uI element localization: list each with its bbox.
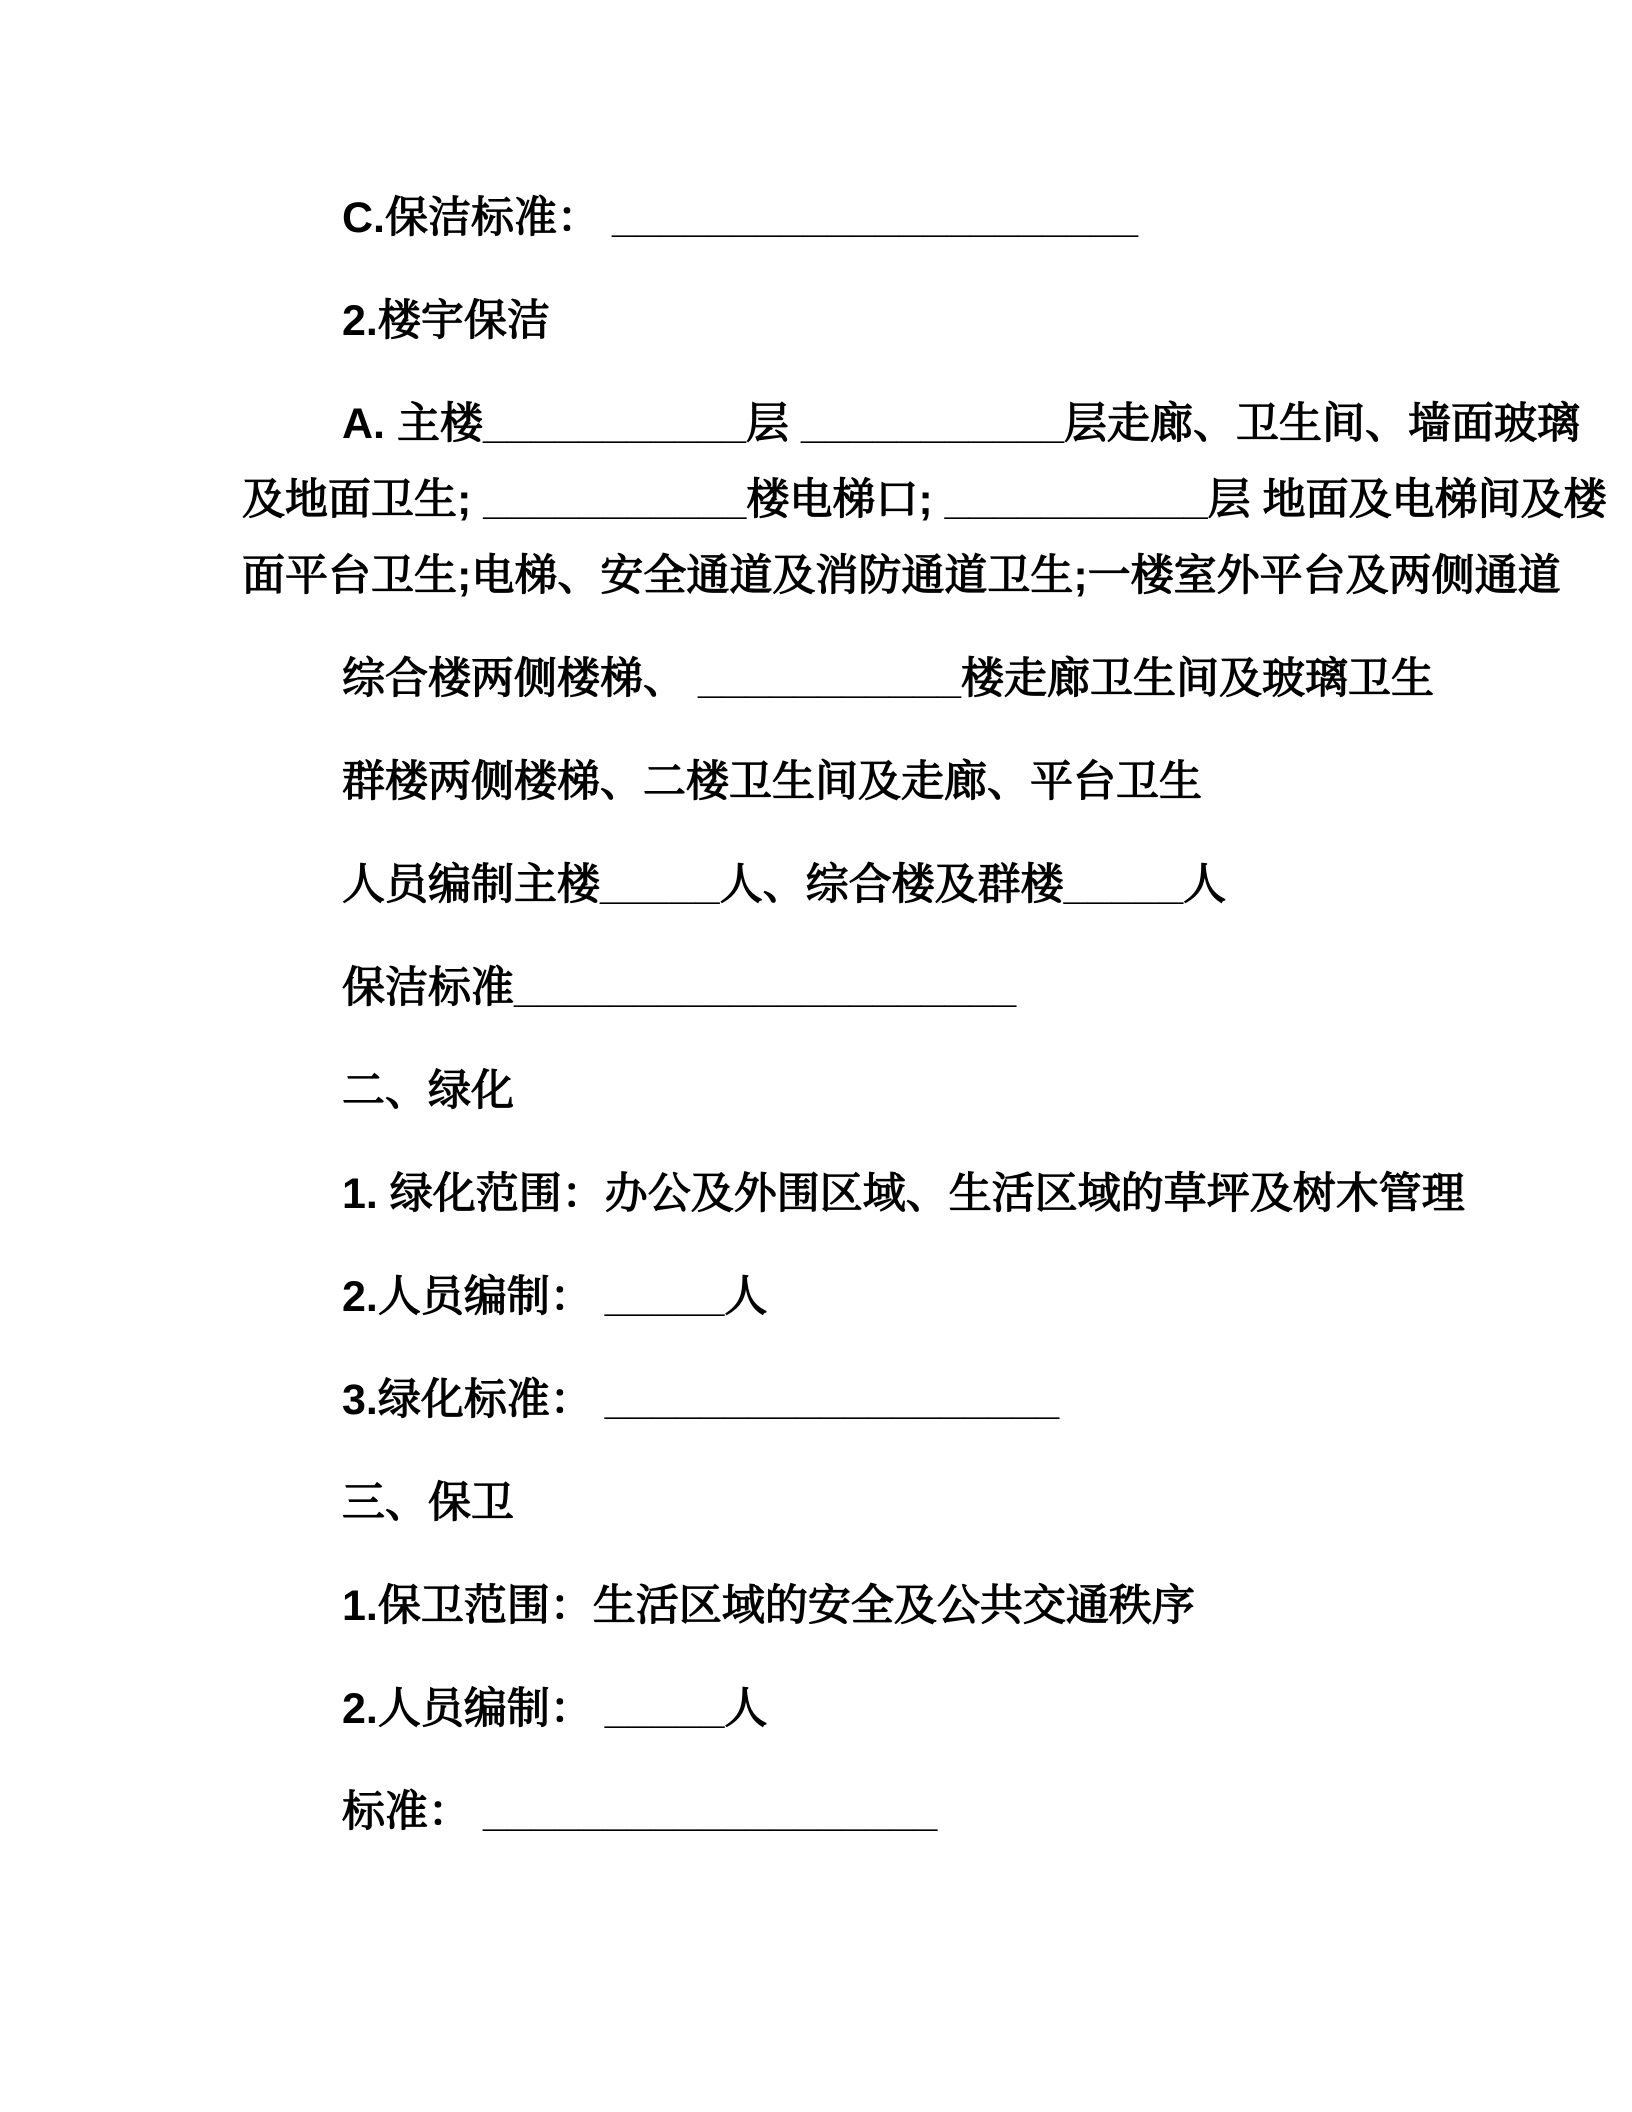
line-section-greening: 二、绿化 <box>342 1067 514 1115</box>
line-staffing-cleaning: 人员编制主楼_____人、综合楼及群楼_____人 <box>342 861 1227 909</box>
line-complex-building: 综合楼两侧楼梯、 ___________楼走廊卫生间及玻璃卫生 <box>342 655 1435 703</box>
line-main-building-wrap-1: 及地面卫生; ___________楼电梯口; ___________层 地面及电梯间及楼 <box>242 476 1607 524</box>
line-greening-staffing: 2.人员编制： _____人 <box>342 1273 768 1321</box>
line-security-scope: 1.保卫范围：生活区域的安全及公共交通秩序 <box>342 1582 1195 1630</box>
line-cleaning-standard: 保洁标准_____________________ <box>342 964 1017 1012</box>
line-greening-scope: 1. 绿化范围：办公及外围区域、生活区域的草坪及树木管理 <box>342 1170 1465 1218</box>
line-main-building-wrap-2: 面平台卫生;电梯、安全通道及消防通道卫生;一楼室外平台及两侧通道 <box>242 552 1561 600</box>
line-section-security: 三、保卫 <box>342 1479 514 1527</box>
line-greening-standard: 3.绿化标准： ___________________ <box>342 1376 1060 1424</box>
line-building-cleaning-heading: 2.楼宇保洁 <box>342 297 550 345</box>
line-main-building-a: A. 主楼___________层 ___________层走廊、卫生间、墙面玻璃 <box>342 400 1581 448</box>
line-podium-building: 群楼两侧楼梯、二楼卫生间及走廊、平台卫生 <box>342 758 1202 806</box>
line-cleaning-standard-c: C.保洁标准： ______________________ <box>342 194 1139 242</box>
line-security-staffing: 2.人员编制： _____人 <box>342 1685 768 1733</box>
line-security-standard: 标准： ___________________ <box>342 1788 938 1836</box>
